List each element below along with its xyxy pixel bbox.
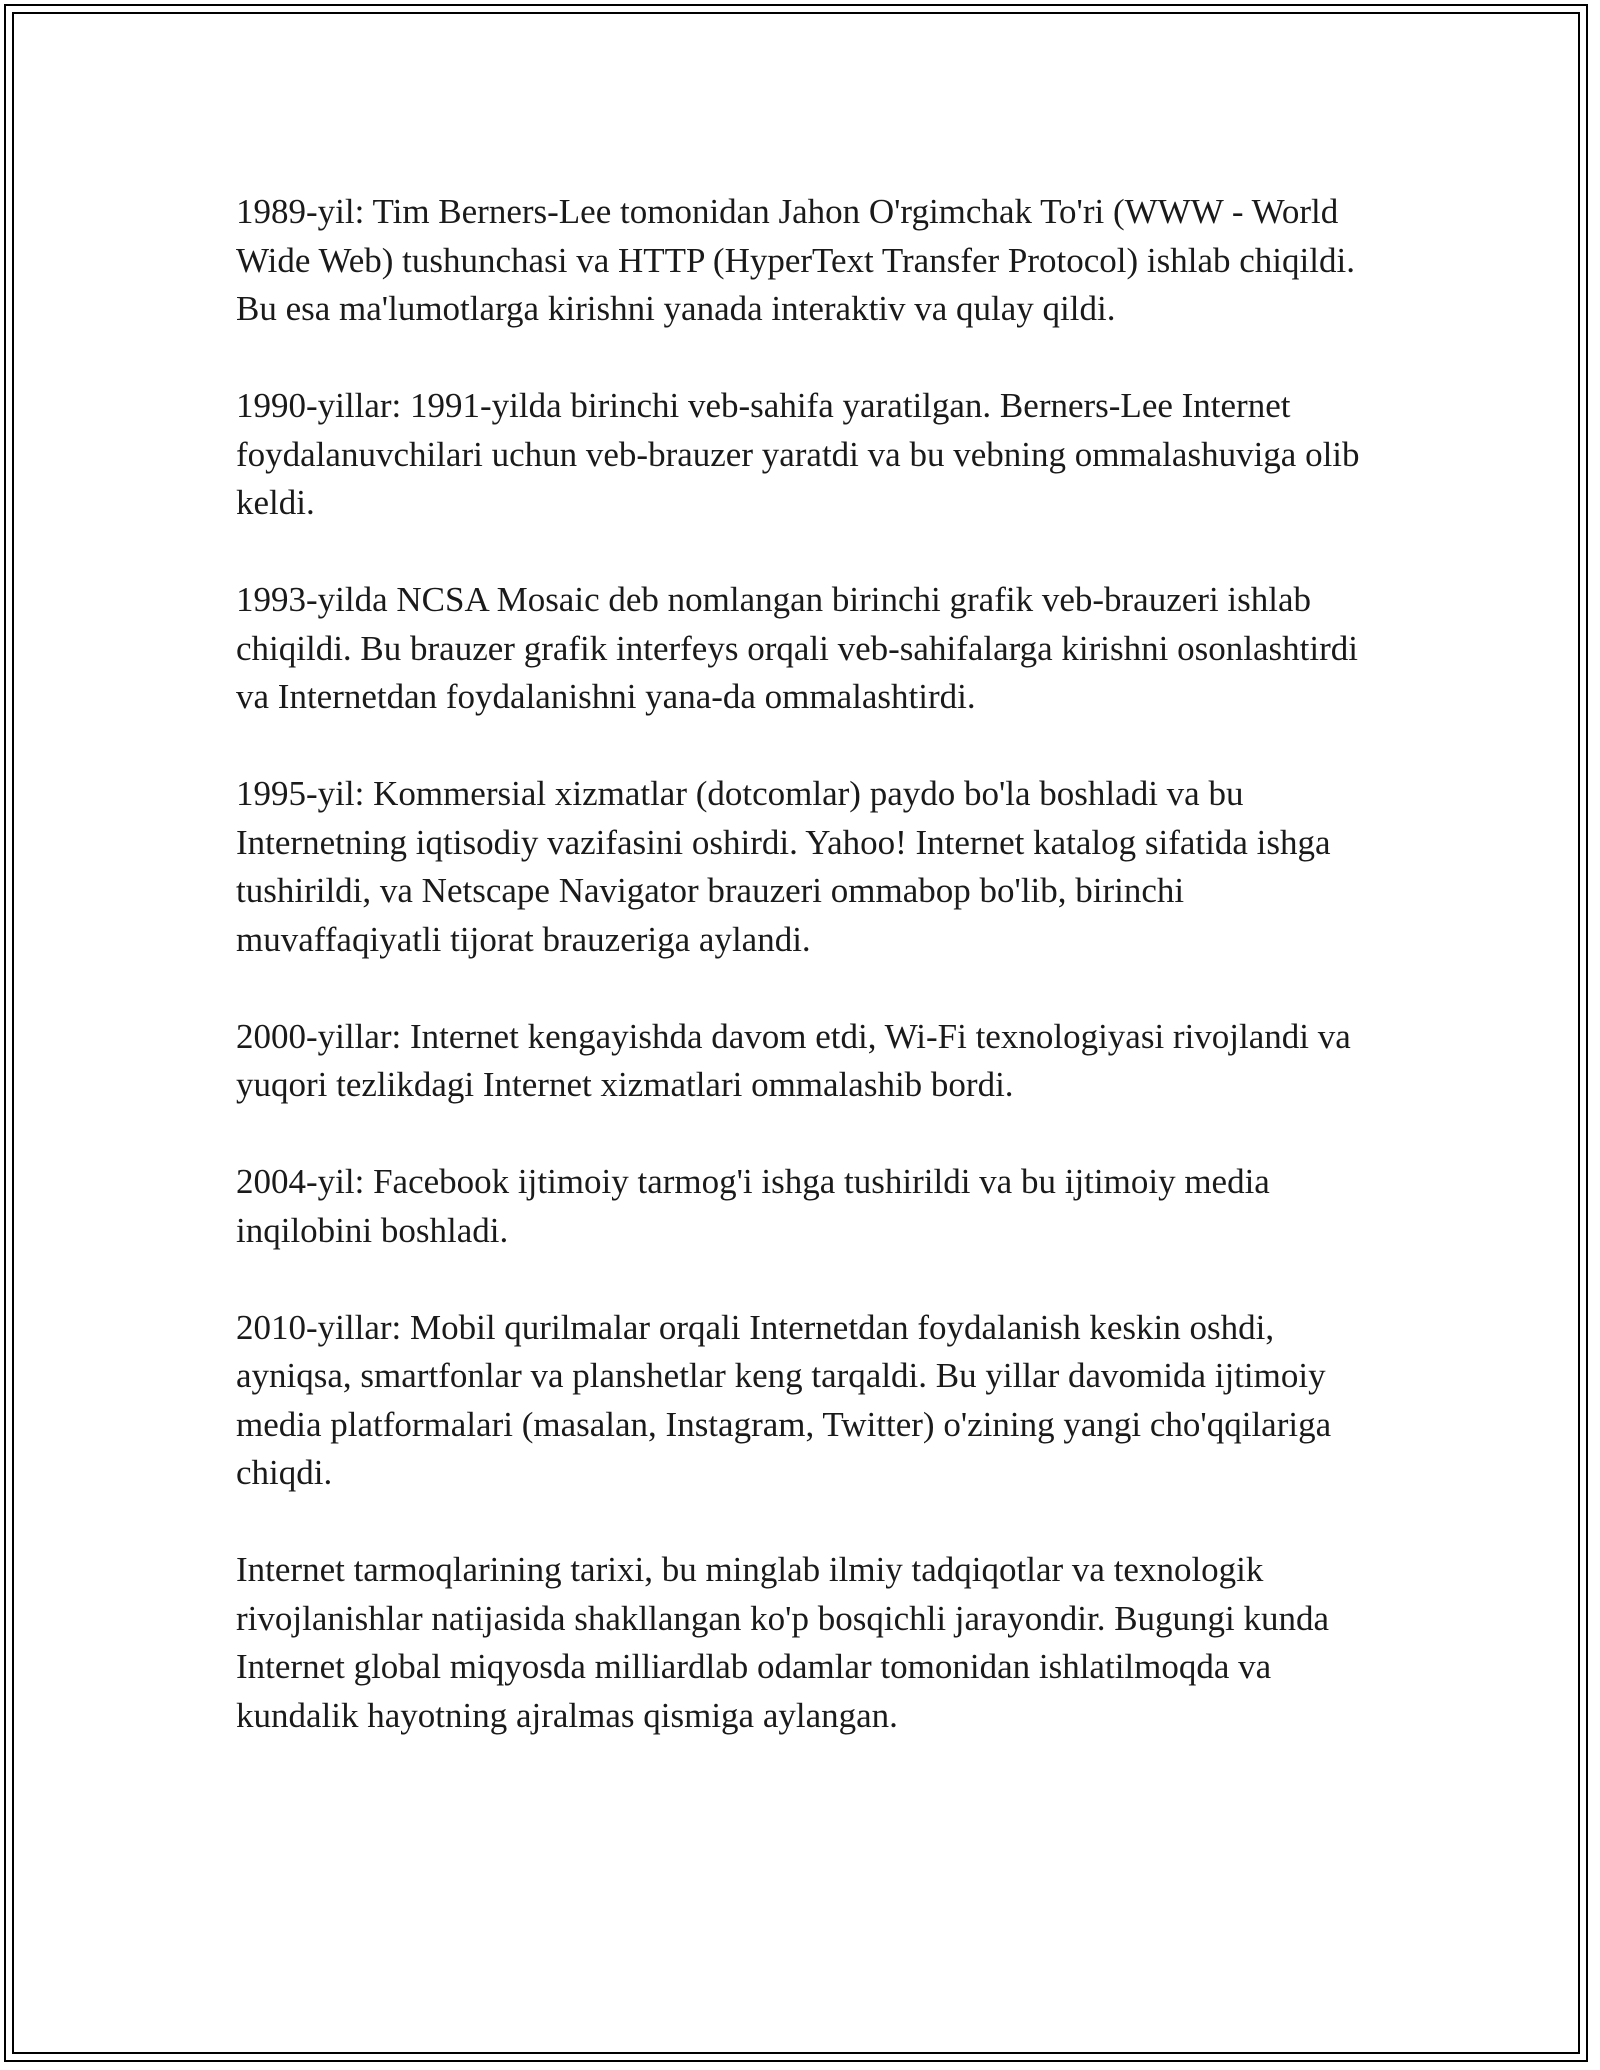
paragraph-1993: 1993-yilda NCSA Mosaic deb nomlangan birinchi grafik veb-brauzeri ishlab chiqildi. Bu brauzer grafik interfeys orqali veb-sahifalarga kirishni osonlashtirdi va Internetdan foydalanishni yana-da ommalashtirdi.	[236, 580, 1358, 716]
paragraph-1995: 1995-yil: Kommersial xizmatlar (dotcomlar) paydo bo'la boshladi va bu Internetning iqtisodiy vazifasini oshirdi. Yahoo! Internet katalog sifatida ishga tushirildi, va Netscape Navigator brauzeri ommabop bo'lib, birinchi muvaffaqiyatli tijorat brauzeriga aylandi.	[236, 774, 1331, 959]
paragraph-2004: 2004-yil: Facebook ijtimoiy tarmog'i ishga tushirildi va bu ijtimoiy media inqilobini boshladi.	[236, 1162, 1270, 1250]
paragraph-conclusion: Internet tarmoqlarining tarixi, bu minglab ilmiy tadqiqotlar va texnologik rivojlanishlar natijasida shakllangan ko'p bosqichli jarayondir. Bugungi kunda Internet global miqyosda milliardlab odamlar tomonidan ishlatilmoqda va kundalik hayotning ajralmas qismiga aylangan.	[236, 1550, 1330, 1735]
document-body	[236, 188, 1386, 1740]
paragraph-2010s: 2010-yillar: Mobil qurilmalar orqali Internetdan foydalanish keskin oshdi, ayniqsa, smartfonlar va planshetlar keng tarqaldi. Bu yillar davomida ijtimoiy media platformalari (masalan, Instagram, Twitter) o'zining yangi cho'qqilariga chiqdi.	[236, 1307, 1332, 1492]
paragraph-1989: 1989-yil: Tim Berners-Lee tomonidan Jahon O'rgimchak To'ri (WWW - World Wide Web) tushunchasi va HTTP (HyperText Transfer Protocol) ishlab chiqildi. Bu esa ma'lumotlarga kirishni yanada interaktiv va qulay qildi.	[236, 192, 1355, 328]
paragraph-1990s: 1990-yillar: 1991-yilda birinchi veb-sahifa yaratilgan. Berners-Lee Internet foydalanuvchilari uchun veb-brauzer yaratdi va bu vebning ommalashuviga olib keldi.	[236, 386, 1360, 522]
paragraph-2000s: 2000-yillar: Internet kengayishda davom etdi, Wi-Fi texnologiyasi rivojlandi va yuqori tezlikdagi Internet xizmatlari ommalashib bordi.	[236, 1016, 1351, 1104]
